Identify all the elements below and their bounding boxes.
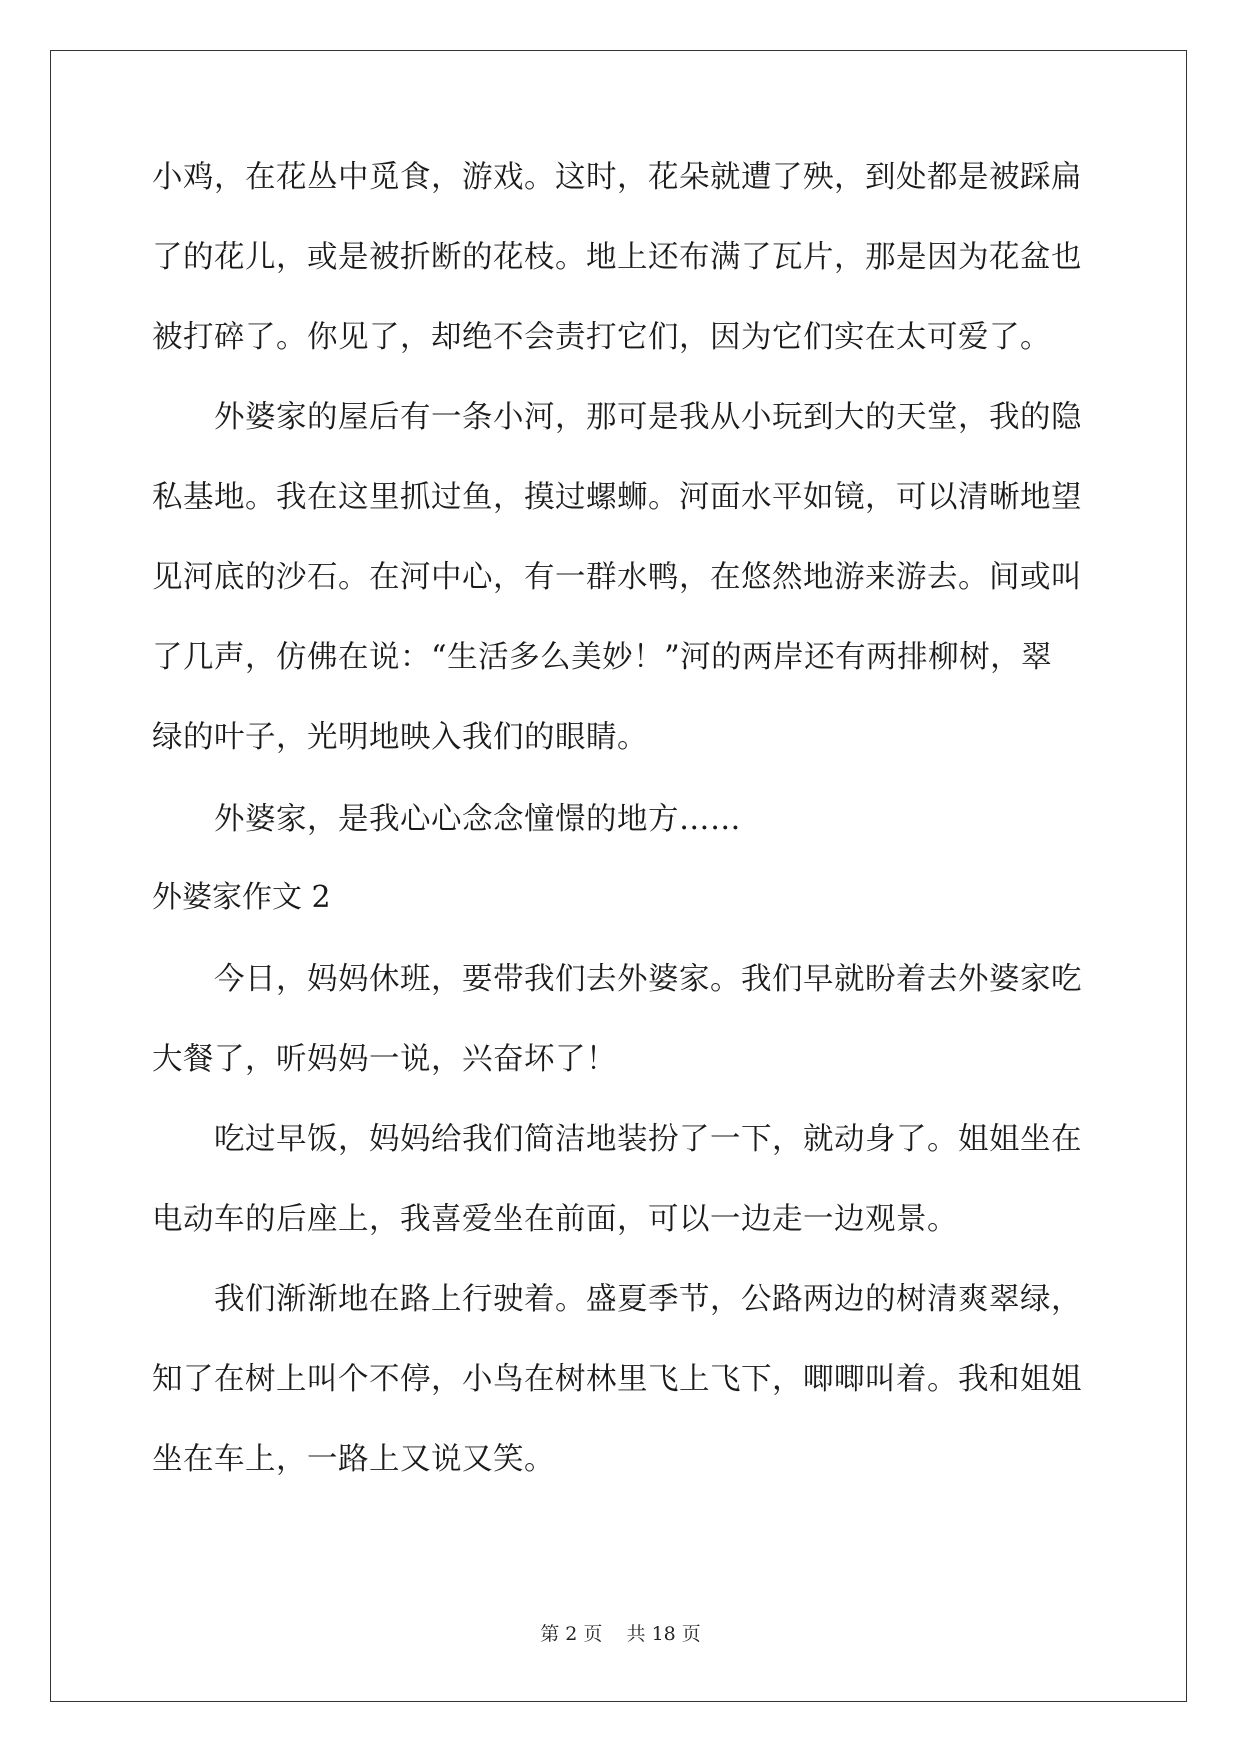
text-line: 被打碎了。你见了，却绝不会责打它们，因为它们实在太可爱了。 bbox=[152, 320, 1051, 355]
paragraph-start-line: 今日，妈妈休班，要带我们去外婆家。我们早就盼着去外婆家吃 bbox=[214, 962, 1082, 997]
paragraph-start-line: 外婆家的屋后有一条小河，那可是我从小玩到大的天堂，我的隐 bbox=[214, 400, 1082, 435]
text-line: 小鸡，在花丛中觅食，游戏。这时，花朵就遭了殃，到处都是被踩扁 bbox=[152, 160, 1082, 195]
page-footer bbox=[0, 1622, 1241, 1646]
text-line: 电动车的后座上，我喜爱坐在前面，可以一边走一边观景。 bbox=[152, 1202, 958, 1237]
text-line: 私基地。我在这里抓过鱼，摸过螺蛳。河面水平如镜，可以清晰地望 bbox=[152, 480, 1082, 515]
text-line: 坐在车上，一路上又说又笑。 bbox=[152, 1442, 555, 1477]
text-line: 大餐了，听妈妈一说，兴奋坏了！ bbox=[152, 1042, 617, 1077]
text-line: 绿的叶子，光明地映入我们的眼睛。 bbox=[152, 720, 648, 755]
section-heading: 外婆家作文 2 bbox=[152, 880, 331, 915]
text-line: 了几声，仿佛在说：“生活多么美妙！”河的两岸还有两排柳树，翠 bbox=[152, 640, 1053, 675]
page-total: 共 18 页 bbox=[626, 1623, 701, 1645]
paragraph-start-line: 吃过早饭，妈妈给我们简洁地装扮了一下，就动身了。姐姐坐在 bbox=[214, 1122, 1082, 1157]
paragraph-start-line: 我们渐渐地在路上行驶着。盛夏季节，公路两边的树清爽翠绿， bbox=[214, 1282, 1082, 1317]
paragraph-start-line: 外婆家，是我心心念念憧憬的地方…… bbox=[214, 802, 741, 837]
text-line: 了的花儿，或是被折断的花枝。地上还布满了瓦片，那是因为花盆也 bbox=[152, 240, 1082, 275]
text-line: 见河底的沙石。在河中心，有一群水鸭，在悠然地游来游去。间或叫 bbox=[152, 560, 1082, 595]
page-number: 第 2 页 bbox=[540, 1623, 603, 1645]
text-line: 知了在树上叫个不停，小鸟在树林里飞上飞下，唧唧叫着。我和姐姐 bbox=[152, 1362, 1082, 1397]
